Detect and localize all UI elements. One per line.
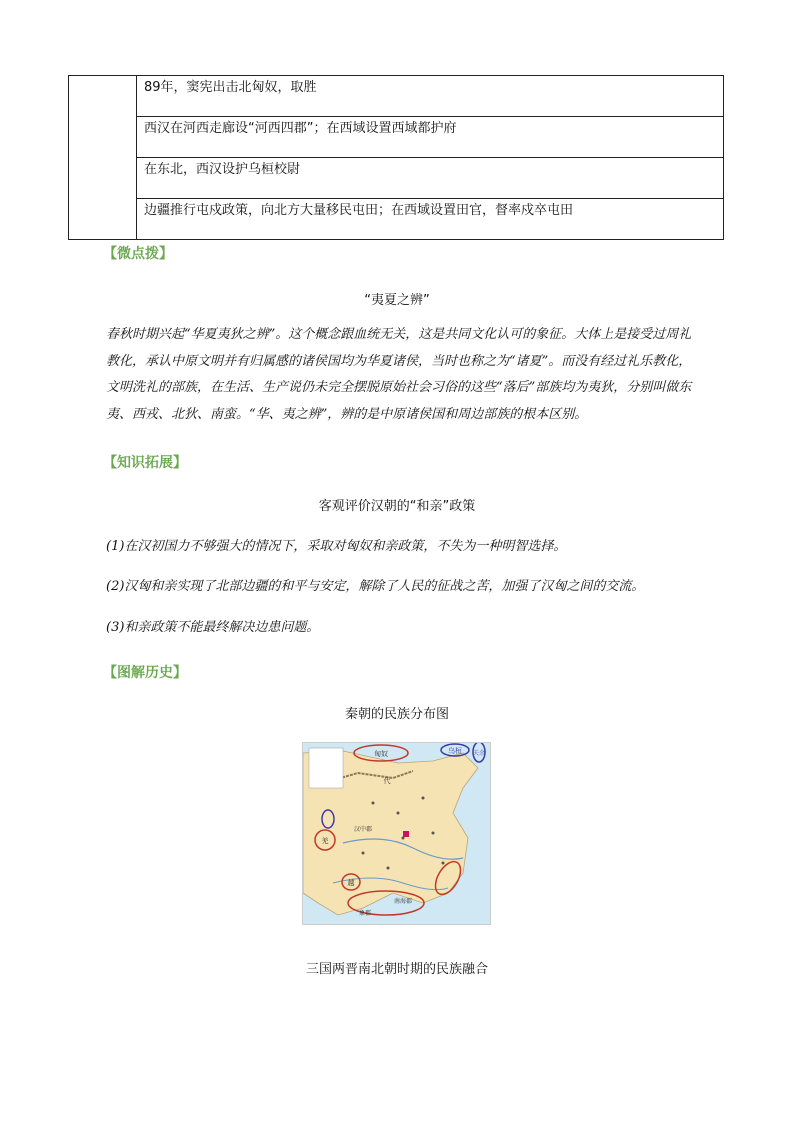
table-row: 89年，窦宪出击北匈奴，取胜 xyxy=(137,76,723,117)
table-left-column xyxy=(69,76,137,239)
label-wuhuan: 乌桓 xyxy=(448,747,462,755)
qin-ethnic-map xyxy=(302,742,491,925)
label-dai: 代 xyxy=(383,777,391,785)
paragraph-yixia: 春秋时期兴起“华夏夷狄之辨”。这个概念跟血统无关，这是共同文化认可的象征。大体上是接受过周礼教化，承认中原文明并有归属感的诸侯国均为华夏诸侯，当时也称之为“诸夏”。而没有经过礼乐教化，文明洗礼的部族，在生活、生产说仍未完全摆脱原始社会习俗的这些“落后”部族均为夷狄，分别叫做东夷、西戎、北狄、南蛮。“华、夷之辨”，辨的是中原诸侯国和周边部族的根本区别。 xyxy=(106,327,692,422)
table-row: 在东北，西汉设护乌桓校尉 xyxy=(137,158,723,199)
capital-marker xyxy=(403,831,409,837)
label-fuyu: 夫余 xyxy=(472,750,486,757)
label-qiang: 羌 xyxy=(321,837,329,845)
label-hanzhong: 汉中郡 xyxy=(353,826,373,833)
section-title-yixia: “夷夏之辨” xyxy=(364,293,430,308)
label-yue: 越 xyxy=(347,879,355,887)
list-item: (3)和亲政策不能最终解决边患问题。 xyxy=(106,620,320,635)
table-row: 边疆推行屯戍政策，向北方大量移民屯田；在西域设置田官，督率戍卒屯田 xyxy=(144,203,574,218)
map-legend xyxy=(309,748,343,788)
dynasty-table xyxy=(68,75,724,240)
section-heading-tips: 【微点拨】 xyxy=(103,246,173,262)
label-nanhai: 南海郡 xyxy=(393,898,413,905)
section-heading-extension: 【知识拓展】 xyxy=(103,455,187,471)
list-item: (1)在汉初国力不够强大的情况下，采取对匈奴和亲政策，不失为一种明智选择。 xyxy=(106,539,567,554)
label-xiongnu: 匈奴 xyxy=(374,750,388,758)
list-item: (2)汉匈和亲实现了北部边疆的和平与安定，解除了人民的征战之苦，加强了汉匈之间的交流。 xyxy=(106,579,645,594)
section-title-heqin: 客观评价汉朝的“和亲”政策 xyxy=(318,499,476,514)
section-heading-illustrated: 【图解历史】 xyxy=(103,665,187,681)
map-title: 秦朝的民族分布图 xyxy=(344,707,449,722)
label-xiangjun: 象郡 xyxy=(358,910,372,917)
caption-three-kingdoms: 三国两晋南北朝时期的民族融合 xyxy=(305,962,488,977)
table-row: 西汉在河西走廊设“河西四郡”；在西域设置西域都护府 xyxy=(137,117,723,158)
